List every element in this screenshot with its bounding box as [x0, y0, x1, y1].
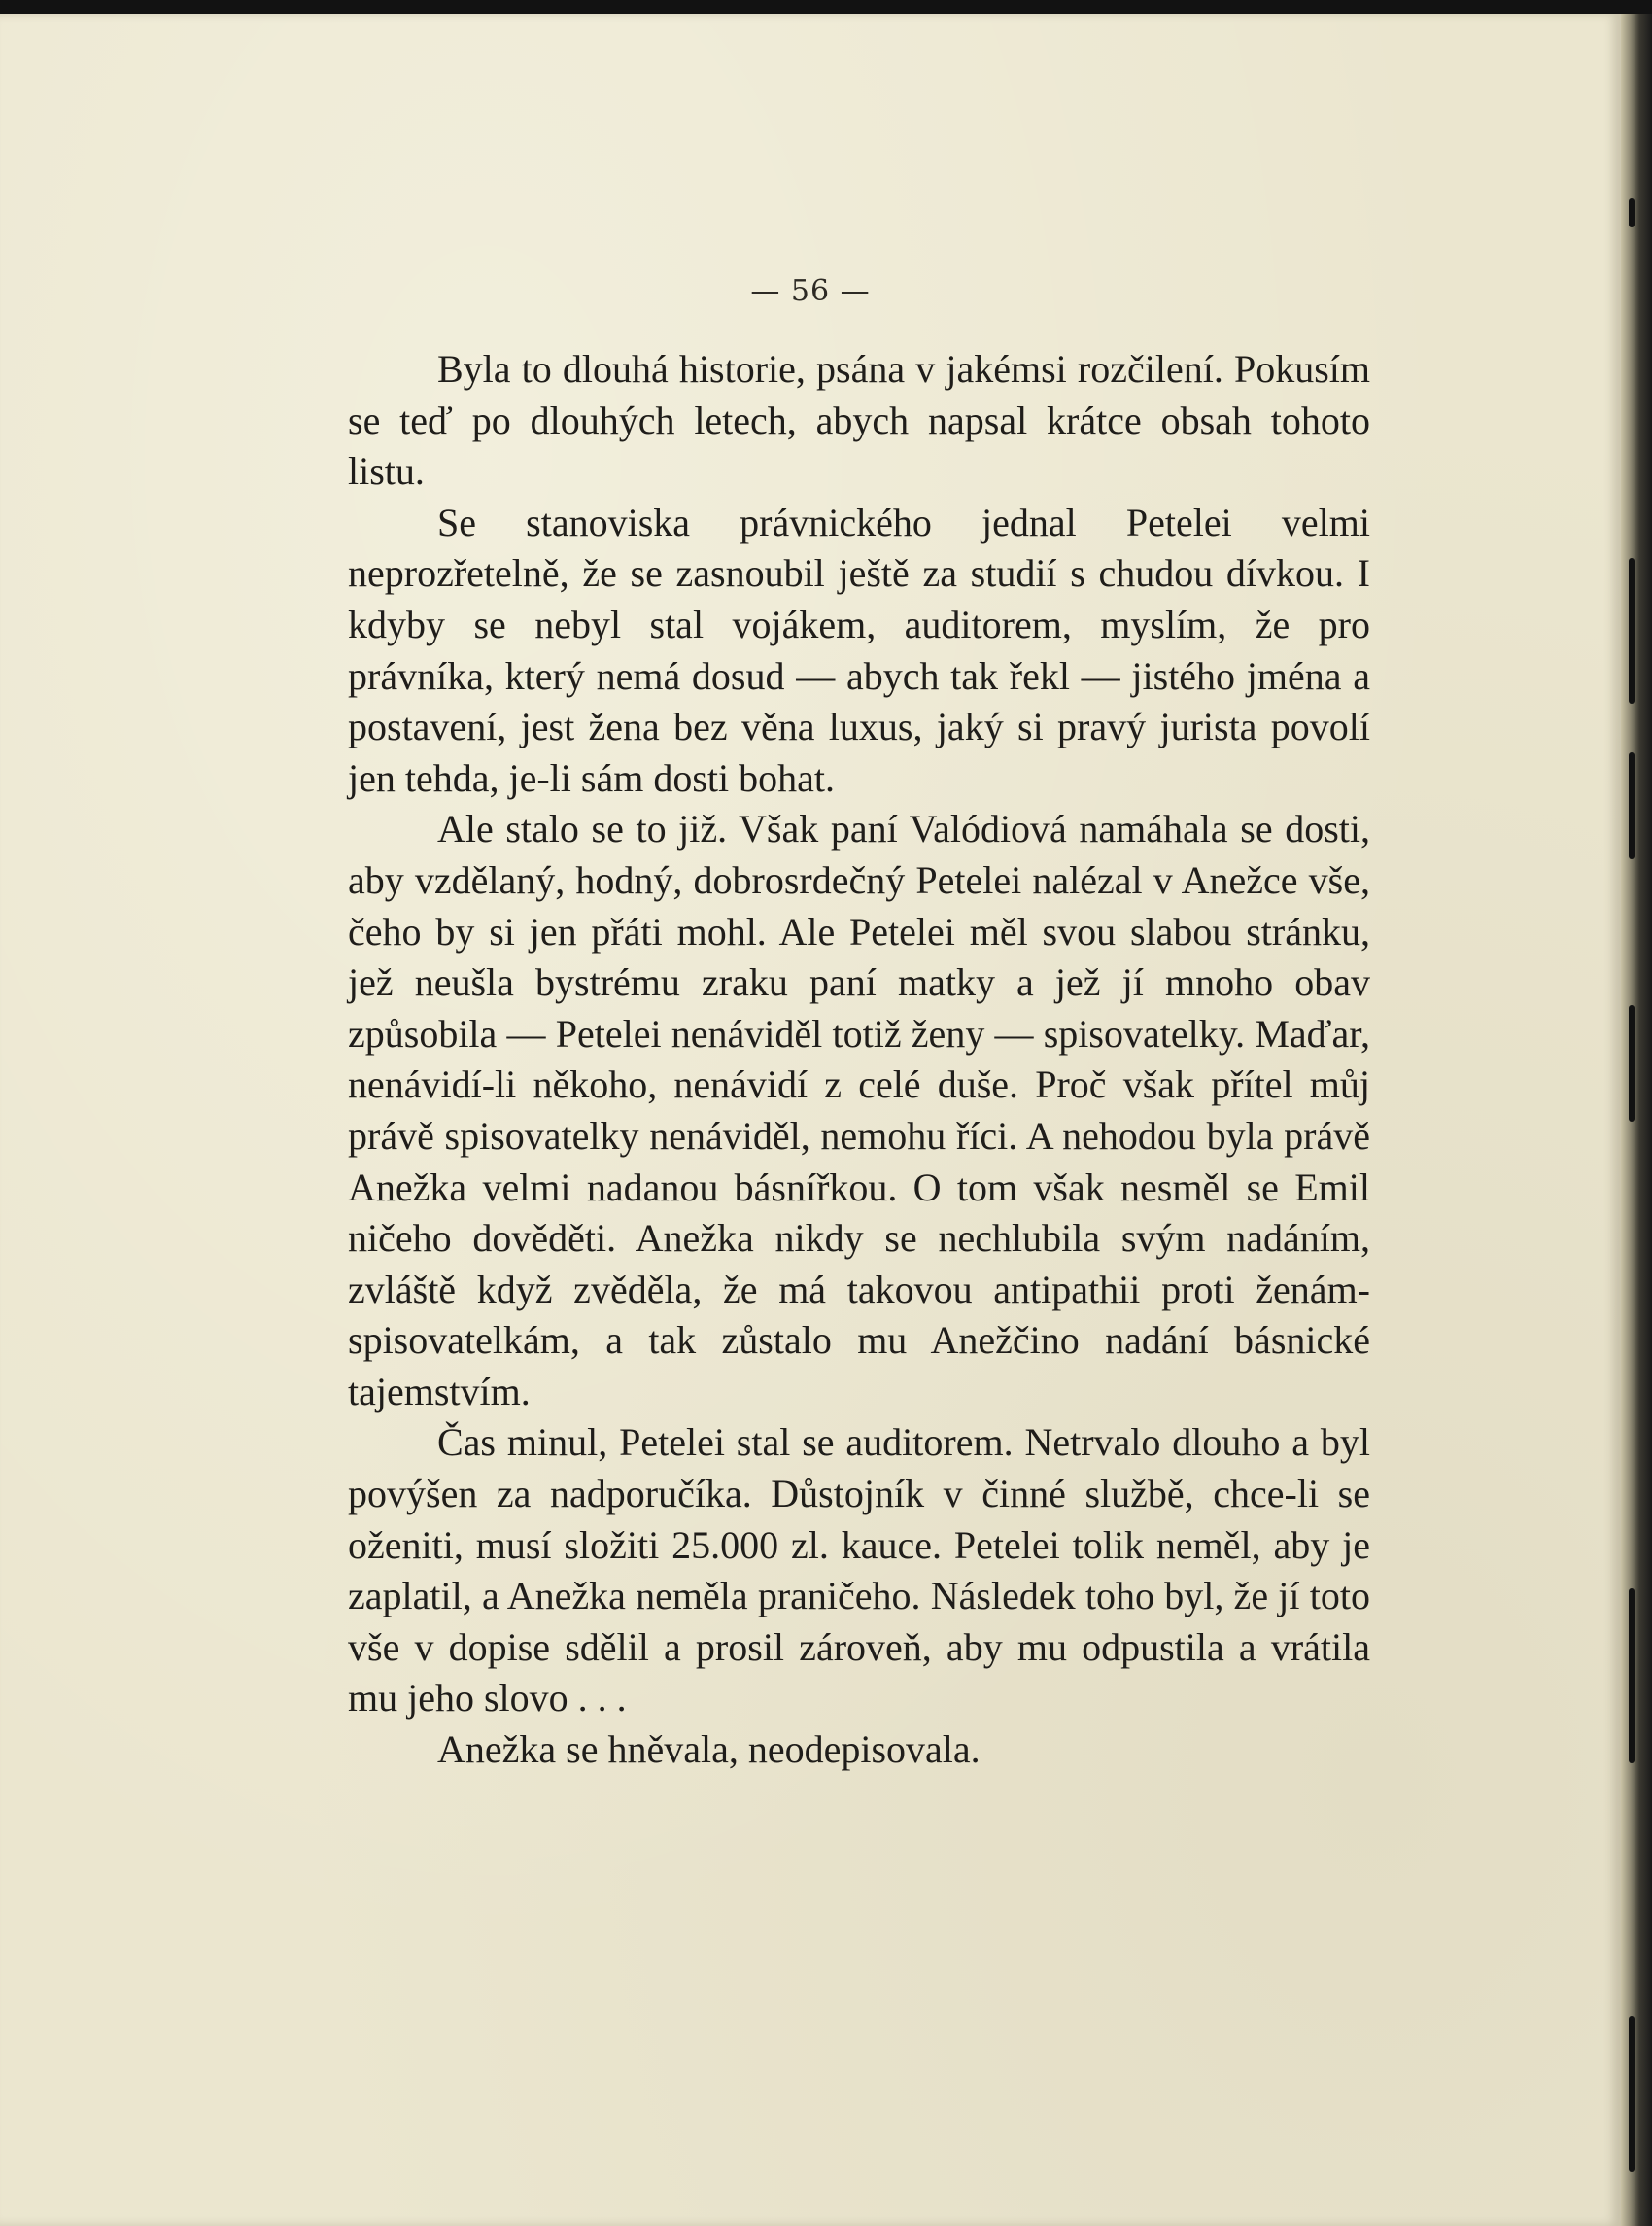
paragraph-1: Byla to dlouhá historie, psána v jakémsi rozčilení. Pokusím se teď po dlouhých letech, abych napsal krátce obsah tohoto listu.: [348, 347, 1370, 494]
scan-border-top: [0, 0, 1652, 14]
paragraph-2: Se stanoviska právnického jednal Petelei velmi neprozřetelně, že se zasnoubil ještě za studií s chudou dívkou. I kdyby se nebyl stal vojákem, auditorem, myslím, že pro právníka, který nemá dosud — abych tak řekl — jistého jména a postavení, jest žena bez věna luxus, jaký si pravý jurista povolí jen tehda, je-li sám dosti bohat.: [348, 500, 1370, 800]
spine-shadow-mark: [1629, 198, 1635, 227]
spine-shadow-mark: [1629, 2016, 1635, 2172]
spine-shadow-mark: [1629, 1005, 1635, 1122]
page-number: — 56 —: [750, 274, 871, 308]
book-spine-edge: [1621, 14, 1652, 2226]
paragraph-3: Ale stalo se to již. Však paní Valódiová namáhala se dosti, aby vzdělaný, hodný, dobrosrdečný Petelei nalézal v Anežce vše, čeho by si jen přáti mohl. Ale Petelei měl svou slabou stránku, jež neušla bystrému zraku paní matky a jež jí mnoho obav způsobila — Petelei nenáviděl totiž ženy — spisovatelky. Maďar, nenávidí-li někoho, nenávidí z celé duše. Proč však přítel můj právě spisovatelky nenáviděl, nemohu říci. A nehodou byla právě Anežka velmi nadanou básnířkou. O tom však nesměl se Emil ničeho dověděti. Anežka nikdy se nechlubila svým nadáním, zvláště když zvěděla, že má takovou antipathii proti ženám-spisovatelkám, a tak zůstalo mu Anežčino nadání básnické tajemstvím.: [348, 807, 1370, 1413]
spine-shadow-mark: [1629, 1588, 1635, 1763]
body-text: [348, 344, 1370, 1776]
spine-shadow-mark: [1629, 752, 1635, 859]
spine-shadow-mark: [1629, 558, 1635, 704]
paragraph-5: Anežka se hněvala, neodepisovala.: [437, 1727, 981, 1772]
book-page: [0, 14, 1621, 2226]
paragraph-4: Čas minul, Petelei stal se auditorem. Netrvalo dlouho a byl povýšen za nadporučíka. Důstojník v činné službě, chce-li se oženiti, musí složiti 25.000 zl. kauce. Petelei tolik neměl, aby je zaplatil, a Anežka neměla praničeho. Následek toho byl, že jí toto vše v dopise sdělil a prosil zároveň, aby mu odpustila a vrátila mu jeho slovo . . .: [348, 1420, 1370, 1721]
